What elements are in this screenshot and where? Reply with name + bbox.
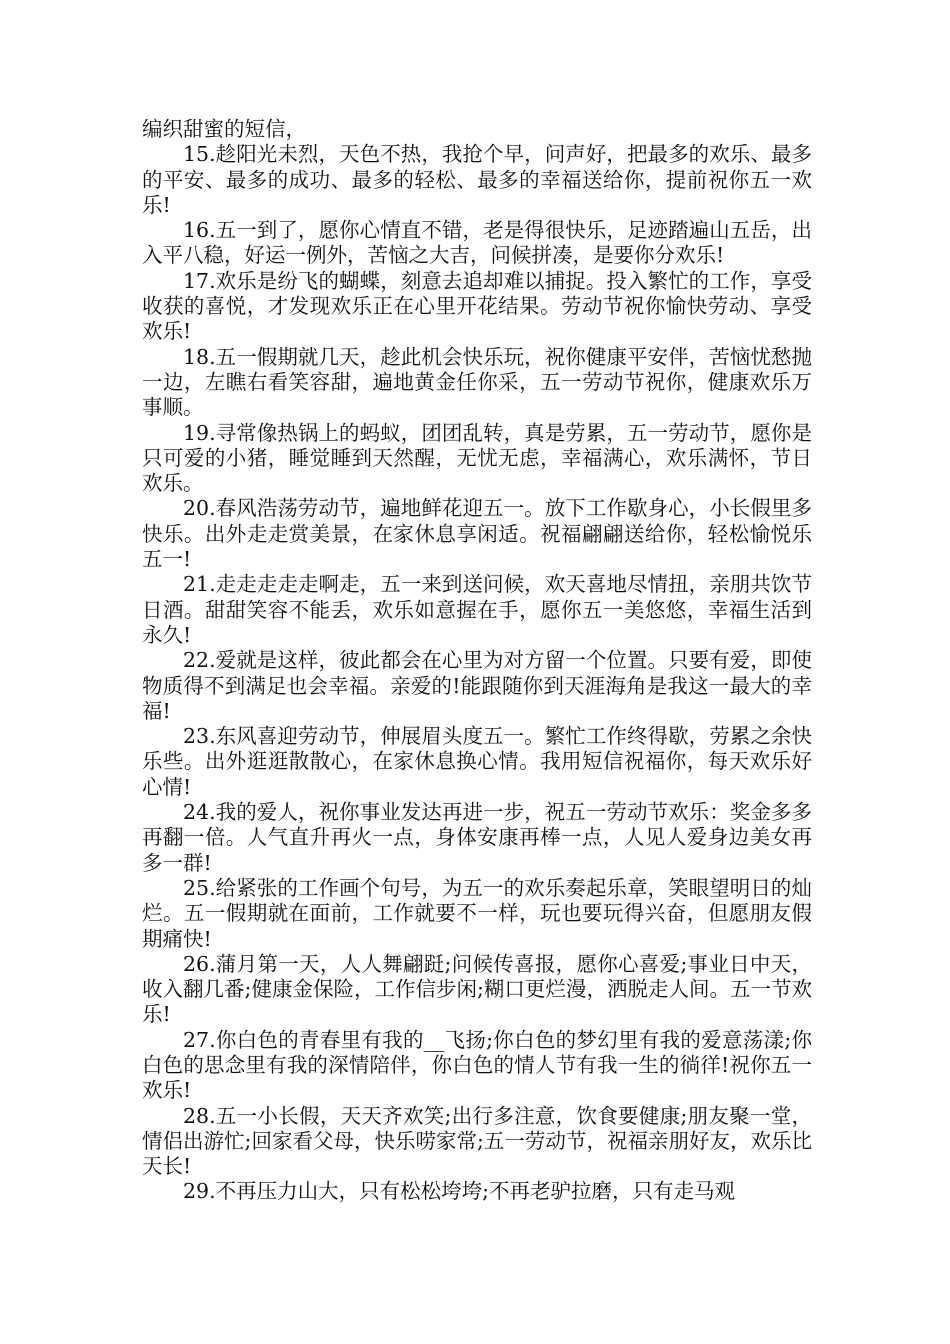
greeting-entry-21: 21.走走走走走啊走，五一来到送问候，欢天喜地尽情扭，亲朋共饮节日酒。甜甜笑容不能丢，欢乐如意握在手，愿你五一美悠悠，幸福生活到永久! [142, 572, 812, 647]
greeting-entry-28: 28.五一小长假，天天齐欢笑;出行多注意，饮食要健康;朋友聚一堂，情侣出游忙;回家看父母，快乐唠家常;五一劳动节，祝福亲朋好友，欢乐比天长! [142, 1103, 812, 1179]
greeting-entry-16: 16.五一到了，愿你心情直不错，老是得很快乐，足迹踏遍山五岳，出入平八稳，好运一例外，苦恼之大吉，问候拼凑，是要你分欢乐! [142, 218, 812, 268]
greeting-entry-24: 24.我的爱人，祝你事业发达再进一步，祝五一劳动节欢乐：奖金多多再翻一倍。人气直升再火一点，身体安康再棒一点，人见人爱身边美女再多一群! [142, 800, 812, 875]
greeting-entry-19: 19.寻常像热锅上的蚂蚁，团团乱转，真是劳累，五一劳动节，愿你是只可爱的小猪，睡觉睡到天然醒，无忧无虑，幸福满心，欢乐满怀，节日欢乐。 [142, 420, 812, 496]
greeting-entry-29: 29.不再压力山大，只有松松垮垮;不再老驴拉磨，只有走马观 [183, 1179, 736, 1204]
greeting-entry-25: 25.给紧张的工作画个句号，为五一的欢乐奏起乐章，笑眼望明日的灿烂。五一假期就在面前，工作就要不一样，玩也要玩得兴奋，但愿朋友假期痛快! [142, 875, 812, 951]
lead-line: 编织甜蜜的短信， [142, 117, 306, 141]
greeting-entry-20: 20.春风浩荡劳动节，遍地鲜花迎五一。放下工作歇身心，小长假里多快乐。出外走走赏美景，在家休息享闲适。祝福翩翩送给你，轻松愉悦乐五一! [142, 496, 812, 572]
greeting-entry-17: 17.欢乐是纷飞的蝴蝶，刻意去追却难以捕捉。投入繁忙的工作，享受收获的喜悦，才发现欢乐正在心里开花结果。劳动节祝你愉快劳动、享受欢乐! [142, 268, 812, 344]
greeting-entry-23: 23.东风喜迎劳动节，伸展眉头度五一。繁忙工作终得歇，劳累之余快乐些。出外逛逛散散心，在家休息换心情。我用短信祝福你，每天欢乐好心情! [142, 724, 812, 799]
greeting-entry-22: 22.爱就是这样，彼此都会在心里为对方留一个位置。只要有爱，即使物质得不到满足也会幸福。亲爱的!能跟随你到天涯海角是我这一最大的幸福! [142, 648, 812, 723]
greeting-entry-27: 27.你白色的青春里有我的__飞扬;你白色的梦幻里有我的爱意荡漾;你白色的思念里有我的深情陪伴，你白色的情人节有我一生的徜徉!祝你五一欢乐! [142, 1027, 812, 1103]
greeting-entry-26: 26.蒲月第一天，人人舞翩跹;问候传喜报，愿你心喜爱;事业日中天，收入翻几番;健康金保险，工作信步闲;糊口更烂漫，洒脱走人间。五一节欢乐! [142, 951, 812, 1027]
greeting-entry-18: 18.五一假期就几天，趁此机会快乐玩，祝你健康平安伴，苦恼忧愁抛一边，左瞧右看笑容甜，遍地黄金任你采，五一劳动节祝你，健康欢乐万事顺。 [142, 344, 812, 420]
greeting-entry-15: 15.趁阳光未烈，天色不热，我抢个早，问声好，把最多的欢乐、最多的平安、最多的成功、最多的轻松、最多的幸福送给你，提前祝你五一欢乐! [142, 142, 812, 217]
document-body [142, 117, 812, 1205]
